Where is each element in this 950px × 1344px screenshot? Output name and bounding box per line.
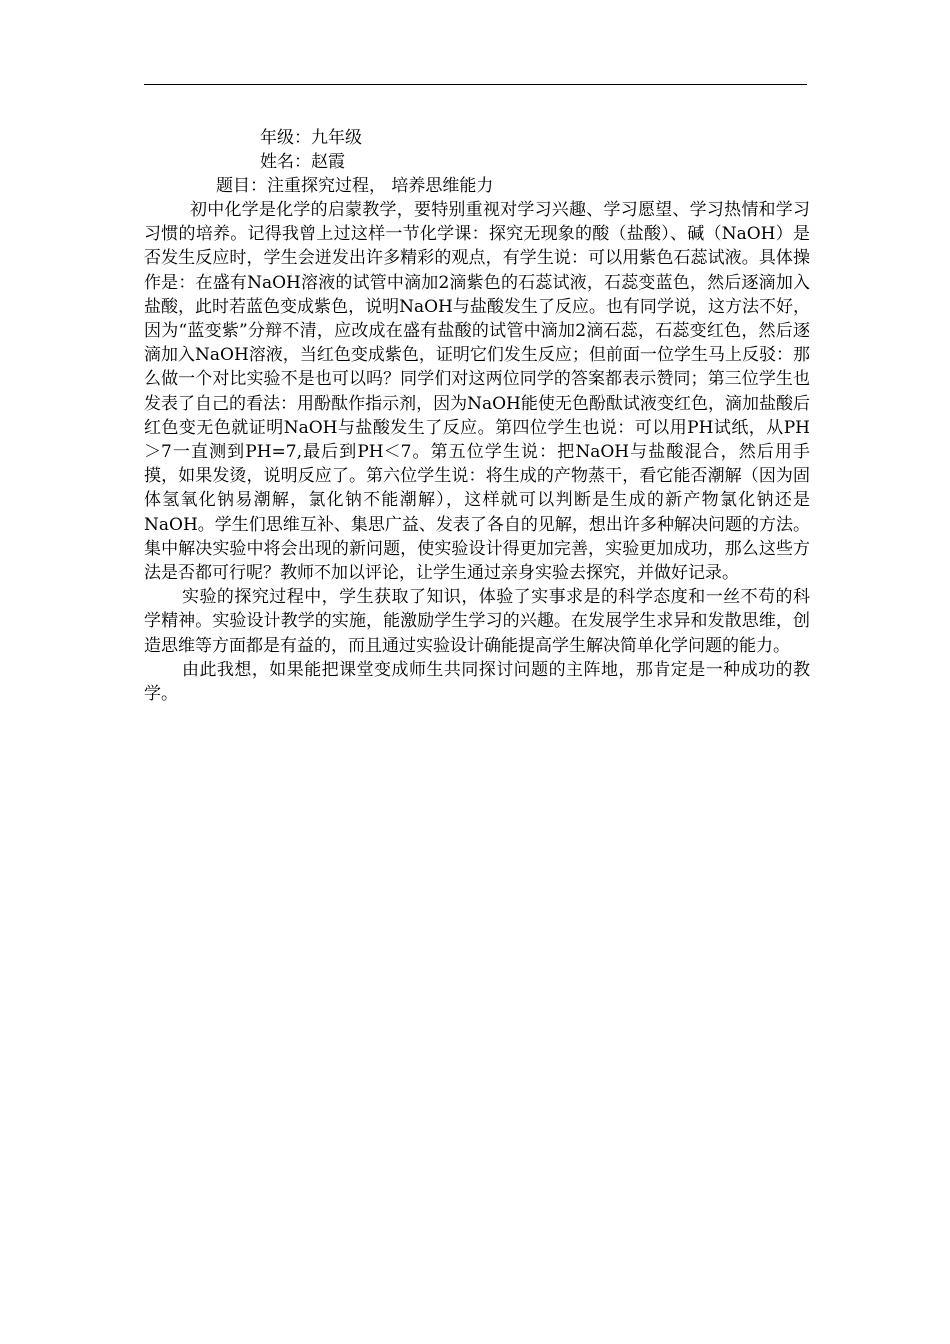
paragraph-3: 由此我想，如果能把课堂变成师生共同探讨问题的主阵地，那肯定是一种成功的教学。 [144, 659, 810, 705]
author-name-line: 姓名：赵霞 [260, 152, 345, 172]
grade-line: 年级：九年级 [260, 128, 362, 148]
paragraph-1: 初中化学是化学的启蒙教学，要特别重视对学习兴趣、学习愿望、学习热情和学习习惯的培养。记得我曾上过这样一节化学课：探究无现象的酸（盐酸）、碱（NaOH）是否发生反应时，学生会迸发出许多精彩的观点，有学生说：可以用紫色石蕊试液。具体操作是：在盛有NaOH溶液的试管中滴加2滴紫色的石蕊试液，石蕊变蓝色，然后逐滴加入盐酸，此时若蓝色变成紫色，说明NaOH与盐酸发生了反应。也有同学说，这方法不好，因为“蓝变紫”分辩不清，应改成在盛有盐酸的试管中滴加2滴石蕊，石蕊变红色，然后逐滴加入NaOH溶液，当红色变成紫色，证明它们发生反应；但前面一位学生马上反驳：那么做一个对比实验不是也可以吗？同学们对这两位同学的答案都表示赞同；第三位学生也发表了自己的看法：用酚酞作指示剂，因为NaOH能使无色酚酞试液变红色，滴加盐酸后红色变无色就证明NaOH与盐酸发生了反应。第四位学生也说：可以用PH试纸，从PH＞7一直测到PH=7,最后到PH＜7。第五位学生说：把NaOH与盐酸混合，然后用手摸，如果发烫，说明反应了。第六位学生说：将生成的产物蒸干，看它能否潮解（因为固体氢氧化钠易潮解，氯化钠不能潮解），这样就可以判断是生成的新产物氯化钠还是NaOH。学生们思维互补、集思广益、发表了各自的见解，想出许多种解决问题的方法。集中解决实验中将会出现的新问题，使实验设计得更加完善，实验更加成功，那么这些方法是否都可行呢？教师不加以评论，让学生通过亲身实验去探究，并做好记录。 [144, 200, 810, 584]
topic-title: 题目：注重探究过程， 培养思维能力 [216, 176, 494, 196]
article-body [144, 198, 810, 706]
header-rule [144, 84, 807, 85]
paragraph-2: 实验的探究过程中，学生获取了知识，体验了实事求是的科学态度和一丝不苟的科学精神。实验设计教学的实施，能激励学生学习的兴趣。在发展学生求异和发散思维，创造思维等方面都是有益的，而且通过实验设计确能提高学生解决简单化学问题的能力。 [144, 587, 810, 656]
